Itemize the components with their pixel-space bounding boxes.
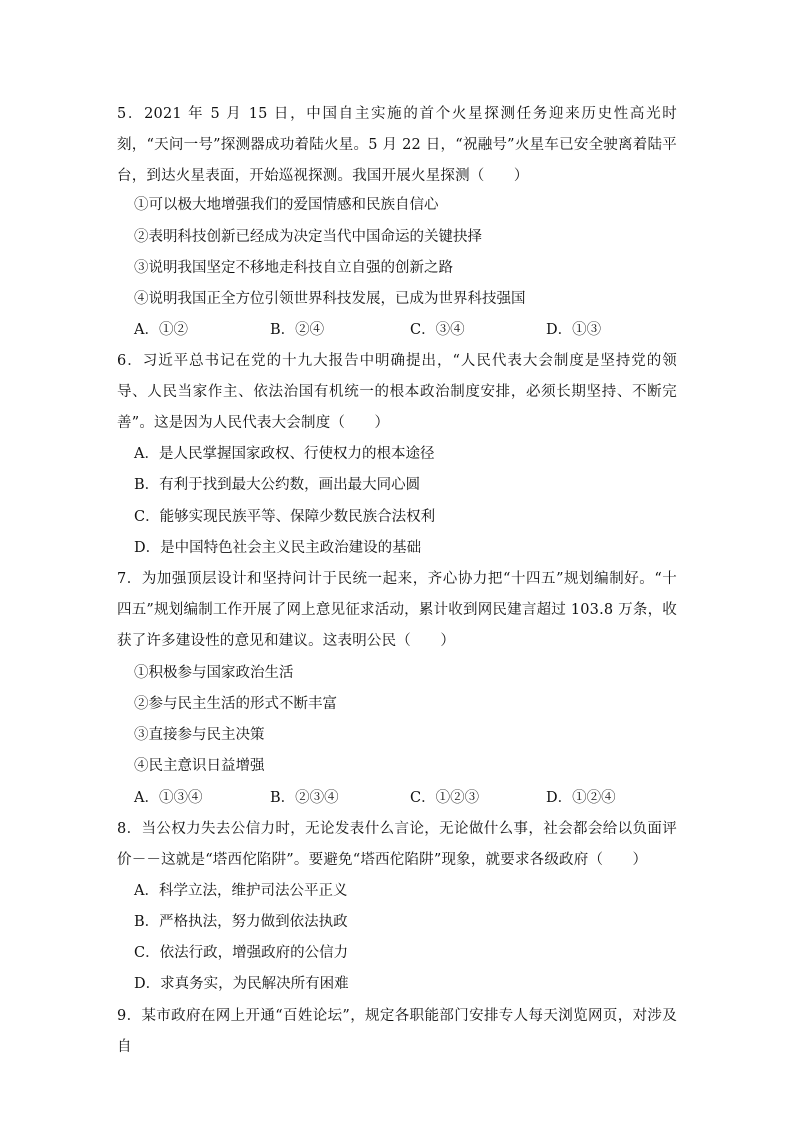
question-6-stem: 6．习近平总书记在党的十九大报告中明确提出，“人民代表大会制度是坚持党的领导、人民当家作主、依法治国有机统一的根本政治制度安排，必须长期坚持、不断完善”。这是因为人民代表大会制度（ ）: [117, 353, 677, 432]
question-6-option-d: D．是中国特色社会主义民主政治建设的基础: [134, 540, 422, 556]
question-5-statement-4: ④说明我国正全方位引领世界科技发展，已成为世界科技强国: [134, 291, 526, 307]
question-7-choice-c: C．①②③: [410, 790, 480, 806]
question-5-statement-3: ③说明我国坚定不移地走科技自立自强的创新之路: [134, 260, 453, 276]
question-5-choice-b: B．②④: [270, 322, 325, 338]
question-8-option-b: B．严格执法，努力做到依法执政: [134, 914, 348, 930]
question-7-choices: [134, 783, 679, 814]
question-8-option-a: A．科学立法，维护司法公平正义: [134, 883, 348, 899]
question-5-choice-d: D．①③: [546, 322, 602, 338]
question-8-option-c: C．依法行政，增强政府的公信力: [134, 945, 349, 961]
question-7-choice-d: D．①②④: [546, 790, 616, 806]
question-5-choices: [134, 315, 679, 346]
question-5-statement-1: ①可以极大地增强我们的爱国情感和民族自信心: [134, 197, 439, 213]
question-6-option-a: A．是人民掌握国家政权、行使权力的根本途径: [134, 446, 435, 462]
question-6-option-c: C．能够实现民族平等、保障少数民族合法权利: [134, 509, 436, 525]
question-7-stem: 7．为加强顶层设计和坚持问计于民统一起来，齐心协力把“十四五”规划编制好。“十四五”规划编制工作开展了网上意见征求活动，累计收到网民建言超过 103.8 万条，收获了许多建设性的意见和建议。这表明公民（ ）: [117, 571, 677, 650]
question-8-stem: 8．当公权力失去公信力时，无论发表什么言论，无论做什么事，社会都会给以负面评价－－这就是“塔西佗陷阱”。要避免“塔西佗陷阱”现象，就要求各级政府（ ）: [117, 821, 677, 869]
question-7-choice-a: A．①③④: [134, 790, 203, 806]
question-7-choice-b: B．②③④: [270, 790, 339, 806]
question-5-choice-a: A．①②: [134, 322, 188, 338]
question-5-choice-c: C．③④: [410, 322, 465, 338]
question-5-stem: 5．2021 年 5 月 15 日，中国自主实施的首个火星探测任务迎来历史性高光时刻，“天问一号”探测器成功着陆火星。5 月 22 日，“祝融号”火星车已安全驶离着陆平台，到达火星表面，开始巡视探测。我国开展火星探测（ ）: [117, 106, 677, 185]
question-8-option-d: D．求真务实，为民解决所有困难: [134, 976, 349, 992]
question-7-statement-1: ①积极参与国家政治生活: [134, 665, 294, 681]
question-6-option-b: B．有利于找到最大公约数，画出最大同心圆: [134, 477, 421, 493]
question-7-statement-3: ③直接参与民主决策: [134, 727, 265, 743]
question-7-statement-4: ④民主意识日益增强: [134, 758, 265, 774]
question-5-statement-2: ②表明科技创新已经成为决定当代中国命运的关键抉择: [134, 229, 482, 245]
question-7-statement-2: ②参与民主生活的形式不断丰富: [134, 696, 337, 712]
question-9-stem: 9．某市政府在网上开通“百姓论坛”，规定各职能部门安排专人每天浏览网页，对涉及自: [117, 1008, 677, 1056]
